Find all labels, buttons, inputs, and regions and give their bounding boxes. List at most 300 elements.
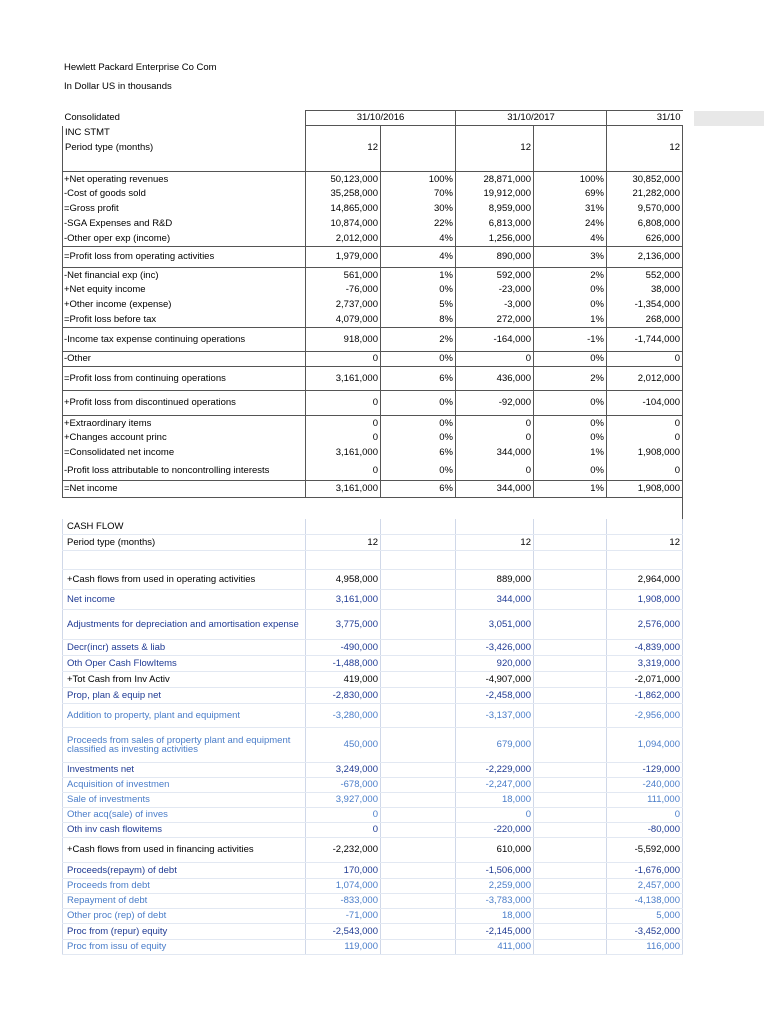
- row-label: +Cash flows from used in financing activities: [63, 838, 306, 863]
- row-label: =Gross profit: [63, 202, 306, 217]
- empty-cell: [381, 535, 456, 551]
- empty-cell: [381, 793, 456, 808]
- cash-flow-row: [63, 879, 764, 894]
- cash-flow-row: [63, 823, 764, 838]
- value-2017: -1,506,000: [456, 863, 534, 879]
- gap-cell: [683, 431, 694, 446]
- income-row: [63, 283, 764, 298]
- tail-cell: [694, 367, 764, 391]
- empty-cell: [534, 728, 607, 763]
- period-value: 12: [607, 535, 683, 551]
- income-row: [63, 481, 764, 498]
- row-label: Oth inv cash flowitems: [63, 823, 306, 838]
- gap-cell: [683, 172, 694, 187]
- value-2016: -1,488,000: [306, 656, 381, 672]
- value-2017: -4,907,000: [456, 672, 534, 688]
- value-2016: 3,161,000: [306, 367, 381, 391]
- empty-cell: [456, 156, 534, 172]
- percent-2016: 0%: [381, 431, 456, 446]
- empty-cell: [306, 126, 381, 141]
- row-label: -Profit loss attributable to noncontrolling interests: [63, 461, 306, 481]
- row-label: +Changes account princ: [63, 431, 306, 446]
- header-row: [63, 111, 764, 126]
- row-label: =Profit loss from continuing operations: [63, 367, 306, 391]
- cash-flow-row: [63, 704, 764, 728]
- value-2018: 1,908,000: [607, 481, 683, 498]
- empty-cell: [306, 156, 381, 172]
- empty-cell: [534, 863, 607, 879]
- percent-2016: 0%: [381, 461, 456, 481]
- tail-cell: [694, 431, 764, 446]
- gap-cell: [683, 863, 694, 879]
- cash-flow-title: CASH FLOW: [63, 519, 306, 535]
- value-2018: 30,852,000: [607, 172, 683, 187]
- value-2017: 344,000: [456, 481, 534, 498]
- cash-flow-row: [63, 793, 764, 808]
- row-label: =Profit loss before tax: [63, 313, 306, 328]
- percent-2017: 4%: [534, 232, 607, 247]
- date-column-header: 31/10: [607, 111, 683, 126]
- row-label: Investments net: [63, 763, 306, 778]
- cash-period-row: [63, 535, 764, 551]
- empty-cell: [607, 498, 683, 519]
- tail-cell: [694, 894, 764, 909]
- tail-cell: [694, 610, 764, 640]
- value-2016: -490,000: [306, 640, 381, 656]
- value-2016: 2,737,000: [306, 298, 381, 313]
- company-name: Hewlett Packard Enterprise Co Com: [64, 62, 217, 73]
- tail-cell: [694, 202, 764, 217]
- empty-cell: [534, 879, 607, 894]
- cash-flow-title-row: [63, 519, 764, 535]
- empty-cell: [534, 704, 607, 728]
- tail-cell: [694, 446, 764, 461]
- percent-2017: 1%: [534, 446, 607, 461]
- value-2017: 679,000: [456, 728, 534, 763]
- income-row: [63, 187, 764, 202]
- empty-cell: [534, 156, 607, 172]
- row-label: =Profit loss from operating activities: [63, 247, 306, 268]
- spacer-row: [63, 498, 764, 519]
- gap-cell: [683, 924, 694, 940]
- percent-2017: 1%: [534, 481, 607, 498]
- row-label: Sale of investments: [63, 793, 306, 808]
- tail-cell: [694, 298, 764, 313]
- value-2016: 1,979,000: [306, 247, 381, 268]
- row-label: =Consolidated net income: [63, 446, 306, 461]
- cash-flow-row: [63, 688, 764, 704]
- percent-2016: 22%: [381, 217, 456, 232]
- empty-cell: [456, 498, 534, 519]
- cash-flow-row: [63, 940, 764, 955]
- percent-2017: 3%: [534, 247, 607, 268]
- percent-2017: 0%: [534, 431, 607, 446]
- percent-2016: 4%: [381, 247, 456, 268]
- value-2018: -80,000: [607, 823, 683, 838]
- value-2016: -2,232,000: [306, 838, 381, 863]
- gap-cell: [683, 656, 694, 672]
- empty-cell: [534, 823, 607, 838]
- value-2016: -2,830,000: [306, 688, 381, 704]
- tail-cell: [694, 313, 764, 328]
- percent-2017: 0%: [534, 391, 607, 416]
- percent-2017: -1%: [534, 328, 607, 352]
- value-2017: 592,000: [456, 268, 534, 283]
- value-2018: 3,319,000: [607, 656, 683, 672]
- value-2016: 0: [306, 416, 381, 431]
- value-2018: 268,000: [607, 313, 683, 328]
- empty-cell: [381, 924, 456, 940]
- value-2017: -164,000: [456, 328, 534, 352]
- empty-cell: [306, 519, 381, 535]
- empty-cell: [534, 141, 607, 156]
- percent-2017: 100%: [534, 172, 607, 187]
- date-column-header: 31/10/2017: [456, 111, 607, 126]
- value-2017: 18,000: [456, 793, 534, 808]
- value-2016: 170,000: [306, 863, 381, 879]
- tail-cell: [694, 688, 764, 704]
- empty-cell: [381, 688, 456, 704]
- value-2018: -129,000: [607, 763, 683, 778]
- gap-cell: [683, 688, 694, 704]
- empty-cell: [381, 519, 456, 535]
- empty-cell: [456, 519, 534, 535]
- value-2018: 2,136,000: [607, 247, 683, 268]
- value-2016: 0: [306, 431, 381, 446]
- value-2017: 6,813,000: [456, 217, 534, 232]
- income-row: [63, 391, 764, 416]
- gap-cell: [683, 879, 694, 894]
- percent-2016: 0%: [381, 283, 456, 298]
- value-2017: 889,000: [456, 570, 534, 590]
- value-2016: 3,161,000: [306, 446, 381, 461]
- period-label: Period type (months): [63, 141, 306, 156]
- row-label: Proceeds(repaym) of debt: [63, 863, 306, 879]
- value-2016: 1,074,000: [306, 879, 381, 894]
- cash-flow-row: [63, 656, 764, 672]
- empty-cell: [534, 640, 607, 656]
- gap-cell: [683, 610, 694, 640]
- empty-cell: [534, 498, 607, 519]
- tail-cell: [694, 808, 764, 823]
- tail-cell: [694, 232, 764, 247]
- income-row: [63, 352, 764, 367]
- gap-cell: [683, 551, 694, 570]
- gap-cell: [683, 590, 694, 610]
- value-2017: 1,256,000: [456, 232, 534, 247]
- value-2016: 561,000: [306, 268, 381, 283]
- tail-cell: [694, 863, 764, 879]
- value-2017: 2,259,000: [456, 879, 534, 894]
- value-2017: 920,000: [456, 656, 534, 672]
- empty-cell: [534, 763, 607, 778]
- gap-cell: [683, 498, 694, 519]
- percent-2016: 6%: [381, 481, 456, 498]
- value-2016: 0: [306, 823, 381, 838]
- inc-stmt-label: INC STMT: [63, 126, 306, 141]
- value-2016: 50,123,000: [306, 172, 381, 187]
- value-2018: -1,676,000: [607, 863, 683, 879]
- row-label: Oth Oper Cash FlowItems: [63, 656, 306, 672]
- value-2017: 436,000: [456, 367, 534, 391]
- empty-cell: [381, 838, 456, 863]
- gap-cell: [683, 838, 694, 863]
- empty-cell: [381, 704, 456, 728]
- gap-cell: [683, 141, 694, 156]
- row-label: Decr(incr) assets & liab: [63, 640, 306, 656]
- value-2017: 344,000: [456, 446, 534, 461]
- tail-cell: [694, 461, 764, 481]
- tail-cell: [694, 640, 764, 656]
- tail-cell: [694, 551, 764, 570]
- percent-2016: 6%: [381, 367, 456, 391]
- gap-cell: [683, 808, 694, 823]
- empty-cell: [306, 551, 381, 570]
- value-2018: 38,000: [607, 283, 683, 298]
- cash-flow-row: [63, 909, 764, 924]
- tail-cell: [694, 924, 764, 940]
- percent-2016: 70%: [381, 187, 456, 202]
- value-2017: -92,000: [456, 391, 534, 416]
- empty-cell: [63, 498, 306, 519]
- value-2018: -1,354,000: [607, 298, 683, 313]
- empty-cell: [534, 535, 607, 551]
- value-2018: 5,000: [607, 909, 683, 924]
- empty-cell: [381, 640, 456, 656]
- gap-cell: [683, 187, 694, 202]
- value-2018: -1,744,000: [607, 328, 683, 352]
- tail-cell: [694, 823, 764, 838]
- cash-flow-row: [63, 863, 764, 879]
- percent-2017: 0%: [534, 416, 607, 431]
- value-2018: 2,012,000: [607, 367, 683, 391]
- value-2016: 35,258,000: [306, 187, 381, 202]
- empty-cell: [534, 656, 607, 672]
- value-2016: 119,000: [306, 940, 381, 955]
- gap-cell: [683, 894, 694, 909]
- value-2018: 1,908,000: [607, 590, 683, 610]
- empty-cell: [381, 808, 456, 823]
- row-label: +Tot Cash from Inv Activ: [63, 672, 306, 688]
- percent-2016: 2%: [381, 328, 456, 352]
- tail-cell: [694, 763, 764, 778]
- empty-cell: [534, 590, 607, 610]
- percent-2017: 2%: [534, 268, 607, 283]
- value-2016: -3,280,000: [306, 704, 381, 728]
- tail-cell: [694, 656, 764, 672]
- percent-2016: 0%: [381, 352, 456, 367]
- value-2017: -2,145,000: [456, 924, 534, 940]
- row-label: +Profit loss from discontinued operations: [63, 391, 306, 416]
- income-row: [63, 172, 764, 187]
- gap-cell: [683, 728, 694, 763]
- value-2018: -104,000: [607, 391, 683, 416]
- row-label: Net income: [63, 590, 306, 610]
- row-label: Other acq(sale) of inves: [63, 808, 306, 823]
- value-2018: 0: [607, 352, 683, 367]
- value-2018: 2,457,000: [607, 879, 683, 894]
- row-label: -Other: [63, 352, 306, 367]
- value-2016: 10,874,000: [306, 217, 381, 232]
- value-2018: 2,576,000: [607, 610, 683, 640]
- empty-cell: [607, 551, 683, 570]
- section-row: [63, 126, 764, 141]
- gap-cell: [683, 823, 694, 838]
- income-row: [63, 367, 764, 391]
- empty-cell: [456, 126, 534, 141]
- value-2017: 8,959,000: [456, 202, 534, 217]
- percent-2016: 0%: [381, 391, 456, 416]
- row-label: Proceeds from debt: [63, 879, 306, 894]
- row-label: Addition to property, plant and equipment: [63, 704, 306, 728]
- income-row: [63, 431, 764, 446]
- value-2016: 3,161,000: [306, 590, 381, 610]
- period-row: [63, 141, 764, 156]
- empty-cell: [381, 656, 456, 672]
- period-value: 12: [306, 141, 381, 156]
- row-label: +Net equity income: [63, 283, 306, 298]
- value-2017: -2,229,000: [456, 763, 534, 778]
- value-2018: 21,282,000: [607, 187, 683, 202]
- income-row: [63, 313, 764, 328]
- tail-cell: [694, 111, 764, 126]
- percent-2016: 1%: [381, 268, 456, 283]
- percent-2017: 24%: [534, 217, 607, 232]
- value-2018: 0: [607, 461, 683, 481]
- cash-flow-row: [63, 640, 764, 656]
- row-label: Acquisition of investmen: [63, 778, 306, 793]
- value-2016: 4,958,000: [306, 570, 381, 590]
- row-label: Proceeds from sales of property plant and equipment classified as investing activities: [63, 728, 306, 763]
- gap-cell: [683, 156, 694, 172]
- cash-flow-row: [63, 808, 764, 823]
- value-2017: -3,426,000: [456, 640, 534, 656]
- empty-cell: [306, 498, 381, 519]
- empty-cell: [381, 940, 456, 955]
- value-2016: 14,865,000: [306, 202, 381, 217]
- percent-2016: 5%: [381, 298, 456, 313]
- value-2016: 0: [306, 808, 381, 823]
- value-2017: -3,783,000: [456, 894, 534, 909]
- empty-cell: [534, 570, 607, 590]
- empty-cell: [534, 808, 607, 823]
- value-2017: -2,247,000: [456, 778, 534, 793]
- empty-cell: [534, 778, 607, 793]
- value-2018: -5,592,000: [607, 838, 683, 863]
- gap-cell: [683, 391, 694, 416]
- value-2016: 918,000: [306, 328, 381, 352]
- period-value: 12: [607, 141, 683, 156]
- income-row: [63, 232, 764, 247]
- gap-cell: [683, 793, 694, 808]
- row-label: -Net financial exp (inc): [63, 268, 306, 283]
- row-label: -Other oper exp (income): [63, 232, 306, 247]
- period-label: Period type (months): [63, 535, 306, 551]
- empty-cell: [534, 940, 607, 955]
- value-2017: 610,000: [456, 838, 534, 863]
- value-2016: 0: [306, 352, 381, 367]
- row-label: +Other income (expense): [63, 298, 306, 313]
- value-2018: 6,808,000: [607, 217, 683, 232]
- income-row: [63, 268, 764, 283]
- tail-cell: [694, 498, 764, 519]
- empty-cell: [534, 126, 607, 141]
- value-2017: -3,000: [456, 298, 534, 313]
- gap-cell: [683, 416, 694, 431]
- value-2017: 890,000: [456, 247, 534, 268]
- tail-cell: [694, 268, 764, 283]
- tail-cell: [694, 391, 764, 416]
- tail-cell: [694, 778, 764, 793]
- value-2017: -3,137,000: [456, 704, 534, 728]
- value-2016: 3,775,000: [306, 610, 381, 640]
- empty-cell: [534, 924, 607, 940]
- tail-cell: [694, 352, 764, 367]
- period-value: 12: [456, 141, 534, 156]
- gap-cell: [683, 535, 694, 551]
- gap-cell: [683, 778, 694, 793]
- gap-cell: [683, 202, 694, 217]
- gap-cell: [683, 763, 694, 778]
- spacer-row: [63, 551, 764, 570]
- percent-2016: 6%: [381, 446, 456, 461]
- value-2018: -2,956,000: [607, 704, 683, 728]
- tail-cell: [694, 187, 764, 202]
- income-row: [63, 328, 764, 352]
- income-row: [63, 416, 764, 431]
- empty-cell: [534, 519, 607, 535]
- value-2016: 3,249,000: [306, 763, 381, 778]
- percent-2017: 0%: [534, 283, 607, 298]
- value-2018: -2,071,000: [607, 672, 683, 688]
- gap-cell: [683, 328, 694, 352]
- value-2018: 0: [607, 431, 683, 446]
- tail-cell: [694, 519, 764, 535]
- gap-cell: [683, 461, 694, 481]
- percent-2016: 30%: [381, 202, 456, 217]
- empty-cell: [534, 793, 607, 808]
- cash-flow-row: [63, 778, 764, 793]
- tail-cell: [694, 909, 764, 924]
- empty-cell: [607, 156, 683, 172]
- gap-cell: [683, 111, 694, 126]
- income-row: [63, 461, 764, 481]
- tail-cell: [694, 535, 764, 551]
- row-label: =Net income: [63, 481, 306, 498]
- value-2016: -833,000: [306, 894, 381, 909]
- row-label: -Income tax expense continuing operations: [63, 328, 306, 352]
- tail-cell: [694, 672, 764, 688]
- value-2016: -76,000: [306, 283, 381, 298]
- empty-cell: [381, 498, 456, 519]
- cash-flow-row: [63, 590, 764, 610]
- empty-cell: [534, 688, 607, 704]
- gap-cell: [683, 672, 694, 688]
- value-2017: -23,000: [456, 283, 534, 298]
- value-2016: 419,000: [306, 672, 381, 688]
- percent-2017: 69%: [534, 187, 607, 202]
- value-2018: 0: [607, 416, 683, 431]
- gap-cell: [683, 217, 694, 232]
- value-2016: 0: [306, 391, 381, 416]
- empty-cell: [534, 909, 607, 924]
- row-label: Prop, plan & equip net: [63, 688, 306, 704]
- gap-cell: [683, 909, 694, 924]
- gap-cell: [683, 283, 694, 298]
- percent-2017: 31%: [534, 202, 607, 217]
- value-2016: 2,012,000: [306, 232, 381, 247]
- cash-flow-row: [63, 924, 764, 940]
